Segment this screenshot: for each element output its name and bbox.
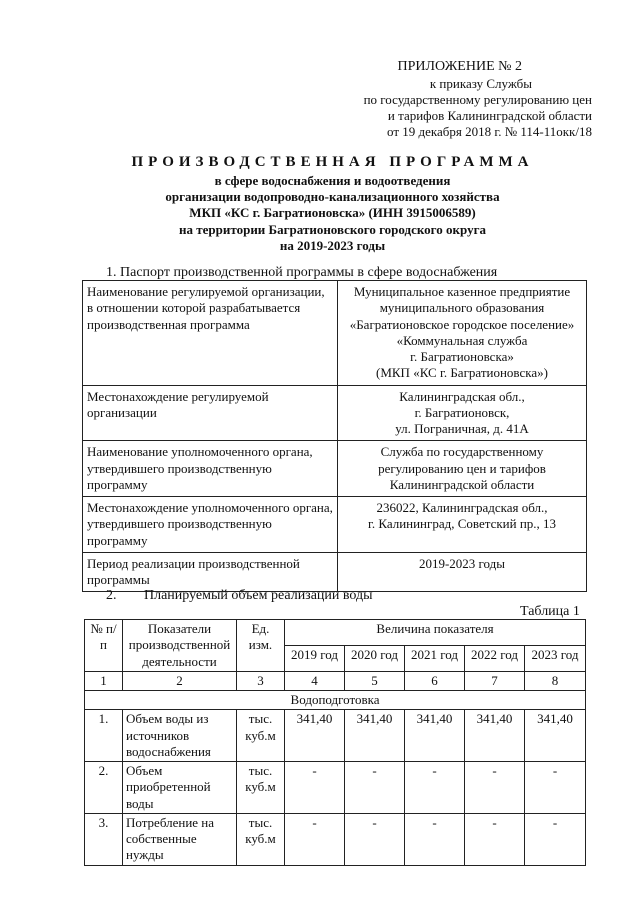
table-row <box>85 710 586 762</box>
row-indicator: Объем воды из источников водоснабжения <box>123 710 237 762</box>
passport-value-line: (МКП «КС г. Багратионовска») <box>376 365 548 381</box>
row-value: - <box>405 813 465 865</box>
section-2-number: 2. <box>106 588 117 603</box>
header-year: 2023 год <box>525 645 586 671</box>
heading-line-4: на территории Багратионовского городского округа <box>179 221 486 237</box>
passport-row <box>83 497 587 553</box>
passport-label: Местонахождение регулируемой организации <box>83 385 338 441</box>
passport-value-line: Калининградской области <box>389 476 535 492</box>
row-value: - <box>405 762 465 814</box>
passport-value-line: регулированию цен и тарифов <box>378 460 546 476</box>
row-number: 1. <box>85 710 123 762</box>
row-value: 341,40 <box>405 710 465 762</box>
row-number: 3. <box>85 813 123 865</box>
passport-value <box>338 441 587 497</box>
passport-label: Местонахождение уполномоченного органа, утвердившего производственную программу <box>83 497 338 553</box>
header-year: 2019 год <box>285 645 345 671</box>
appendix-line-2: по государственному регулированию цен <box>363 91 592 107</box>
header-year: 2022 год <box>465 645 525 671</box>
heading-line-2: организации водопроводно-канализационного хозяйства <box>165 189 500 204</box>
section-2-title <box>106 587 373 605</box>
column-number: 8 <box>525 671 586 690</box>
row-value: - <box>465 762 525 814</box>
appendix-header <box>300 58 592 141</box>
passport-label: Наименование регулируемой организации, в отношении которой разрабатывается производственная программа <box>83 281 338 386</box>
row-unit: тыс. куб.м <box>237 710 285 762</box>
column-number: 1 <box>85 671 123 690</box>
appendix-title: ПРИЛОЖЕНИЕ № 2 <box>397 59 522 74</box>
passport-value-line: ул. Пограничная, д. 41А <box>395 421 529 436</box>
row-value: - <box>465 813 525 865</box>
passport-row <box>83 385 587 441</box>
row-indicator: Объем приобретенной воды <box>123 762 237 814</box>
row-value: 341,40 <box>345 710 405 762</box>
passport-value-line: Муниципальное казенное предприятие <box>353 284 571 299</box>
passport-value-line: г. Калининград, Советский пр., 13 <box>367 516 557 532</box>
passport-label: Период реализации производственной программы <box>83 552 338 592</box>
appendix-line-4: от 19 декабря 2018 г. № 114-11окк/18 <box>386 124 592 140</box>
header-unit: Ед. изм. <box>237 620 285 672</box>
row-value: - <box>345 762 405 814</box>
row-value: - <box>285 762 345 814</box>
table-label: Таблица 1 <box>520 604 580 619</box>
column-number: 7 <box>465 671 525 690</box>
column-number: 5 <box>345 671 405 690</box>
appendix-line-1: к приказу Службы <box>429 75 532 91</box>
row-value: 341,40 <box>285 710 345 762</box>
header-indicator: Показатели производственной деятельности <box>123 620 237 672</box>
passport-value-line: 2019-2023 годы <box>418 555 506 571</box>
passport-value-line: 236022, Калининградская обл., <box>376 500 548 515</box>
document-heading <box>60 153 605 254</box>
row-indicator: Потребление на собственные нужды <box>123 813 237 865</box>
row-value: 341,40 <box>465 710 525 762</box>
header-year: 2020 год <box>345 645 405 671</box>
passport-label: Наименование уполномоченного органа, утвердившего производственную программу <box>83 441 338 497</box>
water-volume-table <box>84 619 586 866</box>
passport-value <box>338 385 587 441</box>
table-row <box>85 762 586 814</box>
column-number: 6 <box>405 671 465 690</box>
passport-row <box>83 441 587 497</box>
passport-value-line: Калининградская обл., <box>399 388 525 404</box>
section-1-title: 1. Паспорт производственной программы в сфере водоснабжения <box>106 265 498 280</box>
table-row <box>85 813 586 865</box>
row-value: - <box>285 813 345 865</box>
column-number-row <box>85 671 586 690</box>
section-2-text: Планируемый объем реализации воды <box>144 588 373 603</box>
section-band: Водоподготовка <box>85 691 586 710</box>
passport-value-line: «Коммунальная служба <box>396 332 528 348</box>
row-value: - <box>525 813 586 865</box>
row-value: - <box>345 813 405 865</box>
header-year: 2021 год <box>405 645 465 671</box>
passport-row <box>83 281 587 386</box>
passport-value-line: г. Багратионовска» <box>410 349 514 364</box>
header-num: № п/п <box>85 620 123 672</box>
row-unit: тыс. куб.м <box>237 813 285 865</box>
section-band-row <box>85 691 586 710</box>
passport-value <box>338 281 587 386</box>
row-unit: тыс. куб.м <box>237 762 285 814</box>
passport-row <box>83 552 587 592</box>
passport-value <box>338 552 587 592</box>
document-title: ПРОИЗВОДСТВЕННАЯ ПРОГРАММА <box>131 154 534 170</box>
row-value: 341,40 <box>525 710 586 762</box>
passport-value-line: «Багратионовское городское поселение» <box>349 316 575 332</box>
passport-table <box>82 280 587 592</box>
passport-value-line: Служба по государственному <box>380 444 544 460</box>
appendix-line-3: и тарифов Калининградской области <box>387 108 592 123</box>
passport-value-line: муниципального образования <box>379 300 545 316</box>
column-number: 2 <box>123 671 237 690</box>
heading-line-3: МКП «КС г. Багратионовска» (ИНН 3915006589) <box>189 205 476 221</box>
heading-line-5: на 2019-2023 годы <box>279 237 386 253</box>
column-number: 3 <box>237 671 285 690</box>
heading-line-1: в сфере водоснабжения и водоотведения <box>214 172 451 188</box>
passport-value-line: г. Багратионовск, <box>414 404 510 420</box>
row-number: 2. <box>85 762 123 814</box>
passport-value <box>338 497 587 553</box>
row-value: - <box>525 762 586 814</box>
column-number: 4 <box>285 671 345 690</box>
header-value: Величина показателя <box>285 620 586 646</box>
